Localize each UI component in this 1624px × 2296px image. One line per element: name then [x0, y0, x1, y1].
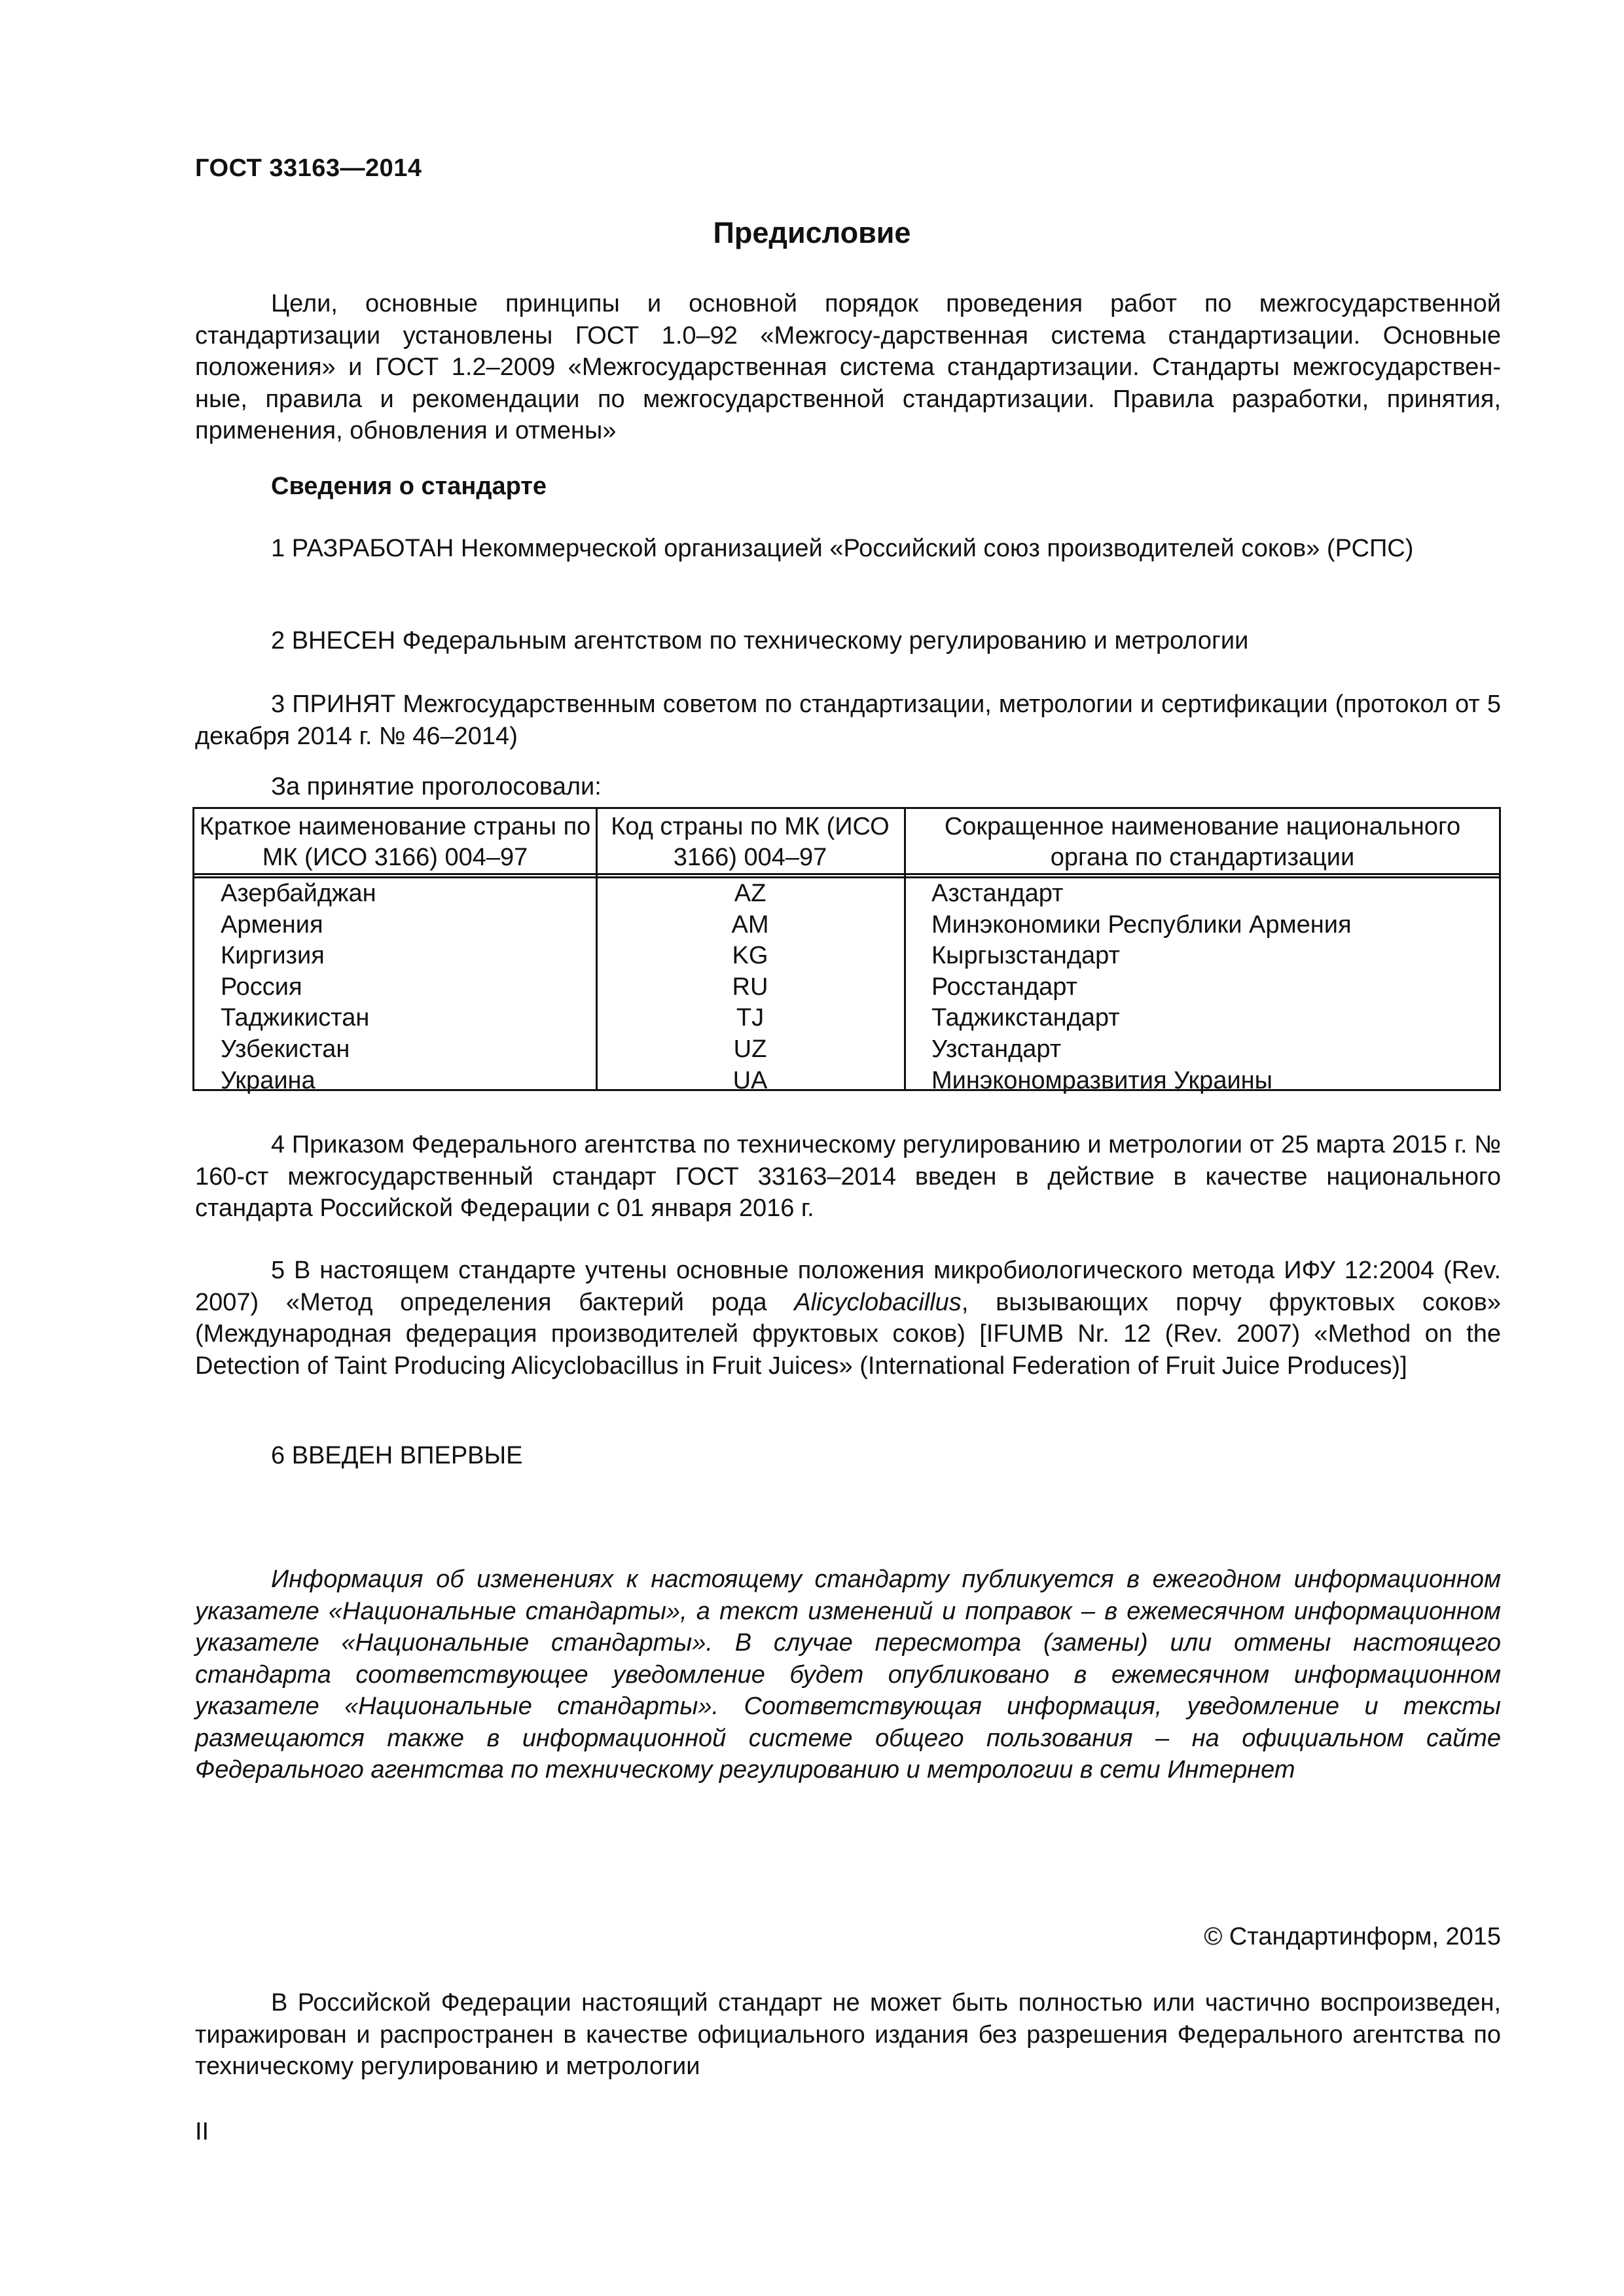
- table-cell-code: UZ: [733, 1035, 767, 1063]
- table-cell-country: Таджикистан: [221, 1004, 370, 1032]
- table-header-rule: [194, 873, 1499, 875]
- info-heading: Сведения о стандарте: [271, 473, 547, 500]
- intro-paragraph: Цели, основные принципы и основной порядок проведения работ по межгосударственной стандартизации установлены ГОСТ 1.0–92 «Межгосу-дарственная система стандартизации. Основные положения» и ГОСТ 1.2–2009 «Межгосударственная система стандартизации. Стандарты межгосударствен-ные, правила и рекомендации по межгосударственной стандартизации. Правила разработки, принятия, применения, обновления и отмены»: [195, 290, 1501, 444]
- page-number: II: [195, 2118, 209, 2145]
- table-cell-code: AZ: [734, 880, 767, 907]
- table-header-body: Сокращенное наименование национального органа по стандартизации: [944, 813, 1461, 871]
- table-cell-country: Азербайджан: [221, 880, 376, 907]
- table-header-code: Код страны по МК (ИСО 3166) 004–97: [611, 813, 890, 871]
- item-6-paragraph: 6 ВВЕДЕН ВПЕРВЫЕ: [271, 1442, 523, 1469]
- item-2-paragraph: 2 ВНЕСЕН Федеральным агентством по техническому регулированию и метрологии: [271, 627, 1249, 655]
- notice-paragraph: Информация об изменениях к настоящему стандарту публикуется в ежегодном информационном указателе «Национальные стандарты», а текст изменений и поправок – в ежемесячном информационном указателе «Национальные стандарты». В случае пересмотра (замены) или отмены настоящего стандарта соответствующее уведомление будет опубликовано в ежемесячном информационном указателе «Национальные стандарты». Соответствующая информация, уведомление и тексты размещаются также в информационной системе общего пользования – на официальном сайте Федерального агентства по техническому регулированию и метрологии в сети Интернет: [195, 1566, 1501, 1784]
- table-cell-body: Таджикстандарт: [931, 1004, 1120, 1032]
- copyright: © Стандартинформ, 2015: [1204, 1923, 1501, 1950]
- page-title: Предисловие: [713, 216, 911, 249]
- table-cell-country: Киргизия: [221, 942, 325, 970]
- table-cell-country: Армения: [221, 910, 323, 939]
- table-cell-body: Кыргызстандарт: [931, 942, 1120, 970]
- table-cell-body: Росстандарт: [931, 973, 1077, 1001]
- table-cell-code: AM: [731, 910, 769, 939]
- table-cell-code: UA: [732, 1066, 768, 1094]
- item-3-paragraph: 3 ПРИНЯТ Межгосударственным советом по стандартизации, метрологии и сертификации (протокол от 5 декабря 2014 г. № 46–2014): [195, 691, 1501, 750]
- voting-table: [192, 807, 1501, 1094]
- item-1-paragraph: 1 РАЗРАБОТАН Некоммерческой организацией «Российский союз производителей соков» (РСПС): [271, 535, 1414, 562]
- item-5-text-end: , вызывающих порчу фруктовых соков» (Международная федерация производителей фруктовых соков) [IFUMB Nr. 12 (Rev. 2007) «Method on the Detection of Taint Producing Alicyclobacillus in Fruit Juices» (International Federation of Fruit Juice Produces)]: [195, 1288, 1501, 1380]
- voted-label: За принятие проголосовали:: [271, 773, 602, 800]
- table-header-country: Краткое наименование страны по МК (ИСО 3166) 004–97: [199, 813, 591, 871]
- table-cell-code: KG: [732, 942, 768, 970]
- item-5-genus: Alicyclobacillus: [794, 1288, 962, 1316]
- table-cell-code: TJ: [736, 1004, 765, 1032]
- item-5-paragraph: [195, 1255, 1501, 1382]
- table-cell-body: Минэкономразвития Украины: [931, 1066, 1272, 1094]
- item-4-paragraph: 4 Приказом Федерального агентства по техническому регулированию и метрологии от 25 марта 2015 г. № 160-ст межгосударственный стандарт ГОСТ 33163–2014 введен в действие в качестве национального стандарта Российской Федерации с 01 января 2016 г.: [195, 1131, 1501, 1222]
- table-cell-country: Украина: [221, 1066, 316, 1094]
- table-cell-body: Минэкономики Республики Армения: [931, 910, 1352, 939]
- table-cell-body: Узстандарт: [931, 1035, 1062, 1063]
- table-cell-code: RU: [732, 973, 768, 1001]
- item-5-text-start: 5 В настоящем стандарте учтены основные положения микробиологического метода ИФУ 12:2004 (Rev. 2007) «Метод определения бактерий рода: [195, 1257, 1501, 1316]
- table-cell-country: Россия: [221, 973, 302, 1001]
- table-cell-country: Узбекистан: [221, 1035, 350, 1063]
- restriction-paragraph: В Российской Федерации настоящий стандарт не может быть полностью или частично воспроизведен, тиражирован и распространен в качестве официального издания без разрешения Федерального агентства по техническому регулированию и метрологии: [195, 1989, 1501, 2080]
- document-code: ГОСТ 33163—2014: [195, 154, 422, 182]
- table-cell-body: Азстандарт: [931, 880, 1064, 907]
